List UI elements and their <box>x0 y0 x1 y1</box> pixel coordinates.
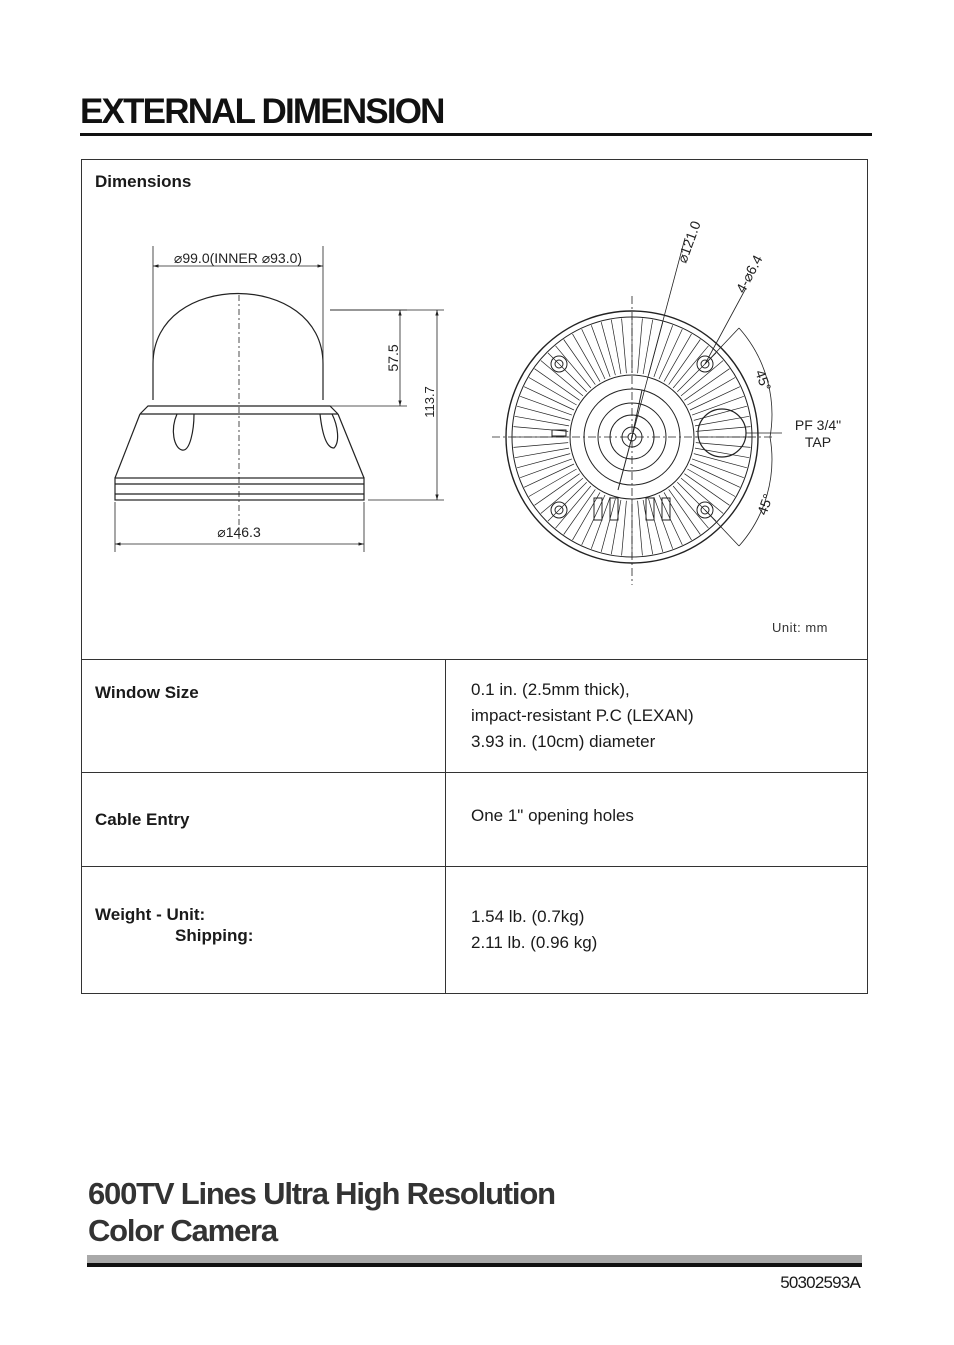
dim-tap-line1: PF 3/4" <box>794 417 842 433</box>
dim-angle-bottom: 45° <box>753 491 777 518</box>
unit-note: Unit: mm <box>772 620 828 635</box>
rib-line <box>681 361 723 396</box>
weight-shipping-value: 2.11 lb. (0.96 kg) <box>471 933 598 952</box>
rib-line <box>622 319 627 374</box>
rib-line <box>514 443 569 448</box>
footer-rule-grey <box>87 1255 862 1263</box>
spec-row-window <box>82 660 867 773</box>
window-size-line: 0.1 in. (2.5mm thick), <box>471 680 630 699</box>
dim-dome-height: 57.5 <box>385 344 401 372</box>
rib-line <box>541 478 583 513</box>
dimensions-row <box>82 160 867 660</box>
weight-unit-value: 1.54 lb. (0.7kg) <box>471 907 585 926</box>
spec-row-weight <box>82 867 867 993</box>
rib-line <box>673 486 708 528</box>
spec-row-cable <box>82 773 867 867</box>
title-rule <box>80 133 872 136</box>
dim-mount-diameter: ⌀121.0 <box>673 218 704 266</box>
dimensions-label: Dimensions <box>95 172 192 191</box>
dim-angle-top: 45° <box>752 367 775 393</box>
document-number: 50302593A <box>780 1273 860 1292</box>
dim-top-diameter: ⌀99.0(INNER ⌀93.0) <box>173 250 303 266</box>
cable-entry-value: One 1" opening holes <box>471 806 634 825</box>
bottom-view <box>492 296 775 585</box>
rib-line <box>681 478 723 513</box>
dimension-drawing <box>82 160 867 660</box>
rib-line <box>673 346 708 388</box>
page-title: EXTERNAL DIMENSION <box>80 92 444 131</box>
rib-line <box>638 319 643 374</box>
product-title-line: 600TV Lines Ultra High Resolution <box>88 1176 555 1211</box>
window-size-line: impact-resistant P.C (LEXAN) <box>471 706 694 725</box>
window-size-label: Window Size <box>95 683 199 702</box>
weight-value <box>471 904 597 956</box>
rib-line <box>696 427 751 432</box>
window-size-line: 3.93 in. (10cm) diameter <box>471 732 656 751</box>
dim-screw-holes: 4-⌀6.4 <box>732 252 766 296</box>
rib-line <box>622 501 627 556</box>
rib-line <box>548 353 587 392</box>
side-view <box>115 294 364 543</box>
footer-rule-black <box>87 1263 862 1267</box>
spec-table <box>81 159 868 994</box>
rib-line <box>548 482 587 521</box>
rib-line <box>541 361 583 396</box>
rib-line <box>638 501 643 556</box>
product-title <box>88 1175 555 1249</box>
rib-line <box>556 346 591 388</box>
cable-entry-label: Cable Entry <box>95 810 190 829</box>
dim-tap-line2: TAP <box>804 434 832 450</box>
weight-label-unit: Weight - Unit: <box>95 905 206 924</box>
rib-line <box>556 486 591 528</box>
weight-label <box>95 904 253 946</box>
rib-line <box>514 427 569 432</box>
weight-label-shipping: Shipping: <box>175 926 254 945</box>
product-title-line: Color Camera <box>88 1213 277 1248</box>
dim-base-diameter: ⌀146.3 <box>217 524 261 540</box>
dim-total-height: 113.7 <box>422 386 437 418</box>
window-size-value <box>471 677 694 755</box>
